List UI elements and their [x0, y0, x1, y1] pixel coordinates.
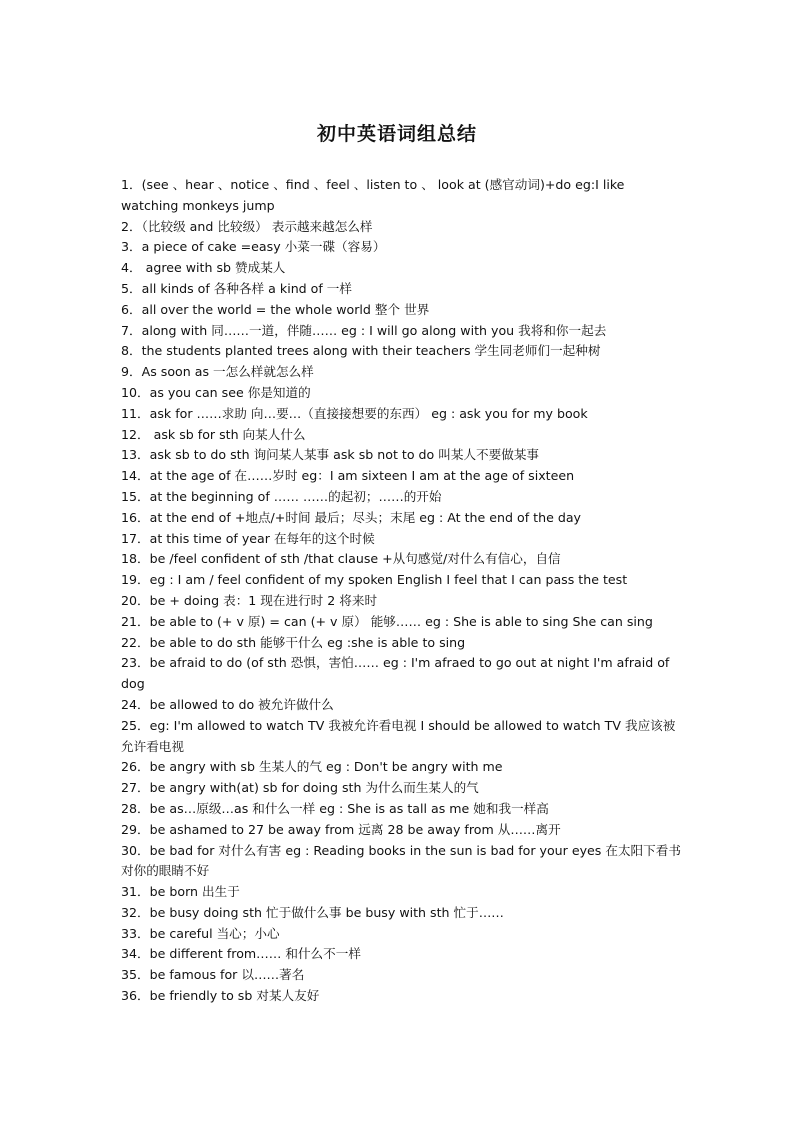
list-item: 21．be able to (+ v 原) = can (+ v 原） 能够…… eg : She is able to sing She can sing [121, 613, 653, 629]
list-item: 9．As soon as 一怎么样就怎么样 [121, 364, 314, 380]
list-item: 35．be famous for 以……著名 [121, 967, 305, 983]
list-item: 7．along with 同……一道，伴随…… eg : I will go along with you 我将和你一起去 [121, 322, 607, 338]
list-item: 20．be + doing 表：1 现在进行时 2 将来时 [121, 592, 378, 608]
list-item: 12． ask sb for sth 向某人什么 [121, 426, 306, 442]
list-item: 31．be born 出生于 [121, 884, 240, 900]
document-title: 初中英语词组总结 [316, 123, 477, 145]
list-item: 26．be angry with sb 生某人的气 eg : Don't be angry with me [121, 759, 503, 775]
list-item: 11．ask for ……求助 向…要…（直接接想要的东西） eg : ask you for my book [121, 405, 588, 421]
phrase-list [121, 175, 681, 1007]
list-item: 5．all kinds of 各种各样 a kind of 一样 [121, 280, 352, 296]
list-item: 13．ask sb to do sth 询问某人某事 ask sb not to do 叫某人不要做某事 [121, 447, 540, 463]
list-item: 16．at the end of +地点/+时间 最后；尽头；末尾 eg : At the end of the day [121, 509, 581, 525]
list-item: 6．all over the world = the whole world 整个 世界 [121, 301, 430, 317]
list-item: 18．be /feel confident of sth /that clause +从句感觉/对什么有信心，自信 [121, 551, 561, 567]
list-item: 19．eg : I am / feel confident of my spoken English I feel that I can pass the test [121, 572, 628, 588]
list-item: 27．be angry with(at) sb for doing sth 为什么而生某人的气 [121, 780, 479, 796]
list-item: 4． agree with sb 赞成某人 [121, 260, 286, 276]
list-item: 28．be as…原级…as 和什么一样 eg : She is as tall as me 她和我一样高 [121, 800, 549, 816]
list-item: 25．eg: I'm allowed to watch TV 我被允许看电视 I should be allowed to watch TV 我应该被允许看电视 [121, 717, 676, 754]
list-item: 36．be friendly to sb 对某人友好 [121, 988, 320, 1004]
list-item: 32．be busy doing sth 忙于做什么事 be busy with sth 忙于…… [121, 904, 504, 920]
list-item: 2．（比较级 and 比较级） 表示越来越怎么样 [121, 218, 373, 234]
list-item: 15．at the beginning of …… ……的起初；……的开始 [121, 488, 442, 504]
list-item: 3．a piece of cake =easy 小菜一碟（容易） [121, 239, 386, 255]
list-item: 17．at this time of year 在每年的这个时候 [121, 530, 375, 546]
list-item: 24．be allowed to do 被允许做什么 [121, 696, 334, 712]
list-item: 22．be able to do sth 能够干什么 eg :she is able to sing [121, 634, 466, 650]
list-item: 33．be careful 当心；小心 [121, 925, 280, 941]
list-item: 29．be ashamed to 27 be away from 远离 28 be away from 从……离开 [121, 821, 561, 837]
list-item: 8．the students planted trees along with their teachers 学生同老师们一起种树 [121, 343, 601, 359]
list-item: 14．at the age of 在……岁时 eg：I am sixteen I am at the age of sixteen [121, 468, 575, 484]
list-item: 10．as you can see 你是知道的 [121, 384, 311, 400]
list-item: 1．(see 、hear 、notice 、find 、feel 、listen to 、 look at (感官动词)+do eg:I like watching monkeys jump [121, 177, 625, 213]
list-item: 23．be afraid to do (of sth 恐惧，害怕…… eg : I'm afraed to go out at night I'm afraid of dog [121, 655, 670, 692]
list-item: 30．be bad for 对什么有害 eg : Reading books in the sun is bad for your eyes 在太阳下看书对你的眼睛不好 [121, 842, 681, 879]
list-item: 34．be different from…… 和什么不一样 [121, 946, 361, 962]
